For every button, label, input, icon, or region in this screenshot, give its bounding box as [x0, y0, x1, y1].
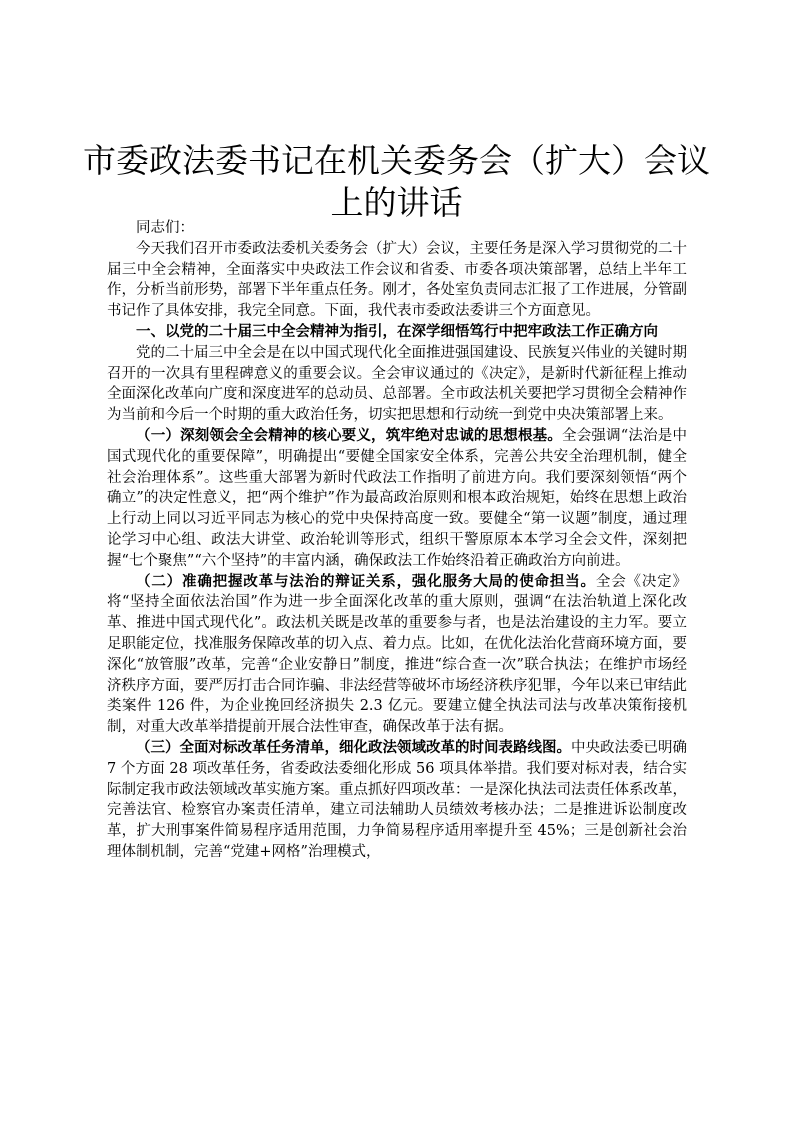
section-heading-1: 一、以党的二十届三中全会精神为指引，在深学细悟笃行中把牢政法工作正确方向: [136, 322, 658, 340]
subsection-3-text: 中央政法委已明确 7 个方面 28 项改革任务，省委政法委细化形成 56 项具体举措。我们要对标对表，结合实际制定我市政法领域改革实施方案。重点抓好四项改革：一是深化执法司法责任体系改革，完善法官、检察官办案责任清单，建立司法辅助人员绩效考核办法；二是推进诉讼制度改革，扩大刑事案件简易程序适用范围，力争简易程序适用率提升至 45%；三是创新社会治理体制机制，完善“党建+网格”治理模式，: [107, 739, 687, 860]
subsection-3-lead: （三）全面对标改革任务清单，细化政法领域改革的时间表路线图。: [136, 738, 571, 756]
subsection-2-lead: （二）准确把握改革与法治的辩证关系，强化服务大局的使命担当。: [136, 572, 596, 590]
paragraph-intro: 今天我们召开市委政法委机关委务会（扩大）会议，主要任务是深入学习贯彻党的二十届三中全会精神，全面落实中央政法工作会议和省委、市委各项决策部署，总结上半年工作，分析当前形势，部署下半年重点任务。刚才，各处室负责同志汇报了工作进展，分管副书记作了具体安排，我完全同意。下面，我代表市委政法委讲三个方面意见。: [107, 240, 687, 320]
subsection-1-lead: （一）深刻领会全会精神的核心要义，筑牢绝对忠诚的思想根基。: [136, 426, 563, 444]
subsection-2: [107, 572, 687, 738]
paragraph-section-1: 党的二十届三中全会是在以中国式现代化全面推进强国建设、民族复兴伟业的关键时期召开的一次具有里程碑意义的重要会议。全会审议通过的《决定》，是新时代新征程上推动全面深化改革向广度和深度进军的总动员、总部署。全市政法机关要把学习贯彻全会精神作为当前和今后一个时期的重大政治任务，切实把思想和行动统一到党中央决策部署上来。: [107, 344, 687, 424]
title-line-1: 市委政法委书记在机关委务会（扩大）会议: [83, 141, 710, 180]
subsection-1: [107, 426, 687, 572]
document-title: [0, 140, 793, 224]
subsection-3: [107, 738, 687, 863]
document-body: [107, 218, 687, 863]
title-line-2: 上的讲话: [330, 183, 463, 222]
salutation: 同志们：: [136, 220, 194, 236]
subsection-2-text: 全会《决定》将“坚持全面依法治国”作为进一步全面深化改革的重大原则，强调“在法治轨道上深化改革、推进中国式现代化”。政法机关既是改革的重要参与者，也是法治建设的主力军。要立足职能定位，找准服务保障改革的切入点、着力点。比如，在优化法治化营商环境方面，要深化“放管服”改革，完善“企业安静日”制度，推进“综合查一次”联合执法；在维护市场经济秩序方面，要严厉打击合同诈骗、非法经营等破坏市场经济秩序犯罪，今年以来已审结此类案件 126 件，为企业挽回经济损失 2.3 亿元。要建立健全执法司法与改革决策衔接机制，对重大改革举措提前开展合法性审查，确保改革于法有据。: [107, 573, 688, 736]
subsection-1-text: 全会强调“法治是中国式现代化的重要保障”，明确提出“要健全国家安全体系，完善公共安全治理机制，健全社会治理体系”。这些重大部署为新时代政法工作指明了前进方向。我们要深刻领悟“两个确立”的决定性意义，把“两个维护”作为最高政治原则和根本政治规矩，始终在思想上政治上行动上同以习近平同志为核心的党中央保持高度一致。要健全“第一议题”制度，通过理论学习中心组、政法大讲堂、政治轮训等形式，组织干警原原本本学习全会文件，深刻把握“七个聚焦”“六个坚持”的丰富内涵，确保政法工作始终沿着正确政治方向前进。: [107, 427, 687, 569]
